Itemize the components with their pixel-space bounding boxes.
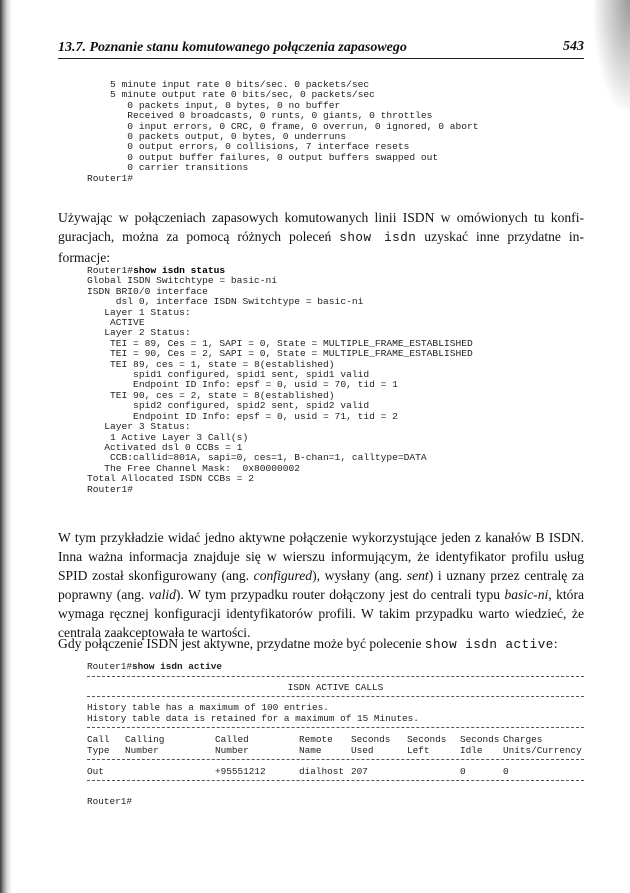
header-cell-2: Number xyxy=(215,745,249,756)
header-cell-0: Call xyxy=(87,734,110,745)
table-cell-6: 0 xyxy=(460,766,466,777)
header-cell-1: Calling xyxy=(125,734,165,745)
divider xyxy=(87,727,584,734)
info-line: History table has a maximum of 100 entries. xyxy=(87,702,329,713)
divider xyxy=(87,759,584,766)
inline-command: show isdn active xyxy=(424,638,554,652)
header-cell-3: Remote xyxy=(299,734,333,745)
header-cell-4: Seconds xyxy=(351,734,391,745)
header-cell-7: Charges xyxy=(503,734,543,745)
header-cell-3: Name xyxy=(299,745,322,756)
isdn-status-output-block: Router1#show isdn status Global ISDN Switchtype = basic-ni ISDN BRI0/0 interface dsl 0, interface ISDN Switchtype = basic-ni Layer 1 Status: ACTIVE Layer 2 Status: TEI = 89, Ces = 1, SAPI = 0, State = MULTIPLE_FRAME_ESTABLISHED TEI = 90, Ces = 2, SAPI = 0, State = MULTIPLE_FRAME_ESTABLISHED TEI 89, ces = 1, state = 8(established) spid1 configured, spid1 sent, spid1 valid Endpoint ID Info: epsf = 0, usid = 70, tid = 1 TEI 90, ces = 2, state = 8(established) spid2 configured, spid2 sent, spid2 valid Endpoint ID Info: epsf = 0, usid = 71, tid = 2 Layer 3 Status: 1 Active Layer 3 Call(s) Activated dsl 0 CCBs = 1 CCB:callid=801A, sapi=0, ces=1, B-chan=1, calltype=DATA The Free Channel Mask: 0x80000002 Total Allocated ISDN CCBs = 2 Router1# xyxy=(87,265,473,495)
isdn-active-output-block xyxy=(87,662,584,808)
table-cell-2: +95551212 xyxy=(215,766,266,777)
interface-output-block: 5 minute input rate 0 bits/sec. 0 packets/sec 5 minute output rate 0 bits/sec, 0 packets/sec 0 packets input, 0 bytes, 0 no buffer Received 0 broadcasts, 0 runts, 0 giants, 0 throttles 0 input errors, 0 CRC, 0 frame, 0 overrun, 0 ignored, 0 abort 0 packets output, 0 bytes, 0 underruns 0 output errors, 0 collisions, 7 interface resets 0 output buffer failures, 0 output buffers swapped out 0 carrier transitions Router1# xyxy=(87,79,479,184)
header-cell-0: Type xyxy=(87,745,110,756)
header-cell-2: Called xyxy=(215,734,249,745)
table-title: ISDN ACTIVE CALLS xyxy=(287,681,384,693)
scan-left-edge xyxy=(0,0,12,893)
inline-command: show isdn xyxy=(339,231,417,245)
header-cell-5: Seconds xyxy=(407,734,447,745)
end-prompt: Router1# xyxy=(87,796,133,807)
page-number: 543 xyxy=(563,39,584,54)
header-cell-7: Units/Currency xyxy=(503,745,582,756)
page-header xyxy=(58,36,584,59)
header-cell-5: Left xyxy=(407,745,430,756)
chapter-title: 13.7. Poznanie stanu komutowanego połączenia zapasowego xyxy=(58,40,407,55)
header-cell-4: Used xyxy=(351,745,374,756)
table-cell-3: dialhost xyxy=(299,766,345,777)
paragraph-show-isdn: Używając w połączeniach zapasowych komutowanych linii ISDN w omówionych tu konfi-guracjach, można za pomocą różnych poleceń show isdn uzyskać inne przydatne in-formacje: xyxy=(58,210,584,265)
header-cell-6: Idle xyxy=(460,745,483,756)
divider xyxy=(87,780,584,787)
paragraph-spid-explanation: W tym przykładzie widać jedno aktywne połączenie wykorzystujące jeden z kanałów B ISDN. Inna ważna informacja znajduje się w wierszu informującym, że identyfikator profilu usług SPID został skonfigurowany (ang. configured), wysłany (ang. sent) i uznany przez centralę za poprawny (ang. valid). W tym przypadku router dołączony jest do centrali typu basic-ni, która wymaga ręcznej konfiguracji identyfikatorów profili. W takim przypadku warto wiedzieć, że centrala zaakceptowała te wartości. xyxy=(58,530,585,640)
table-header-top xyxy=(87,734,584,745)
info-line: History table data is retained for a maximum of 15 Minutes. xyxy=(87,712,419,724)
scan-corner-shadow xyxy=(594,0,630,110)
table-row xyxy=(87,766,584,777)
paragraph-show-isdn-active: Gdy połączenie ISDN jest aktywne, przydatne może być polecenie show isdn active: xyxy=(58,636,558,652)
table-cell-0: Out xyxy=(87,766,104,777)
table-cell-4: 207 xyxy=(351,766,368,777)
table-cell-7: 0 xyxy=(503,766,509,777)
table-header-bottom xyxy=(87,745,584,756)
header-cell-6: Seconds xyxy=(460,734,500,745)
header-cell-1: Number xyxy=(125,745,159,756)
command-line: Router1#show isdn active xyxy=(87,661,223,672)
